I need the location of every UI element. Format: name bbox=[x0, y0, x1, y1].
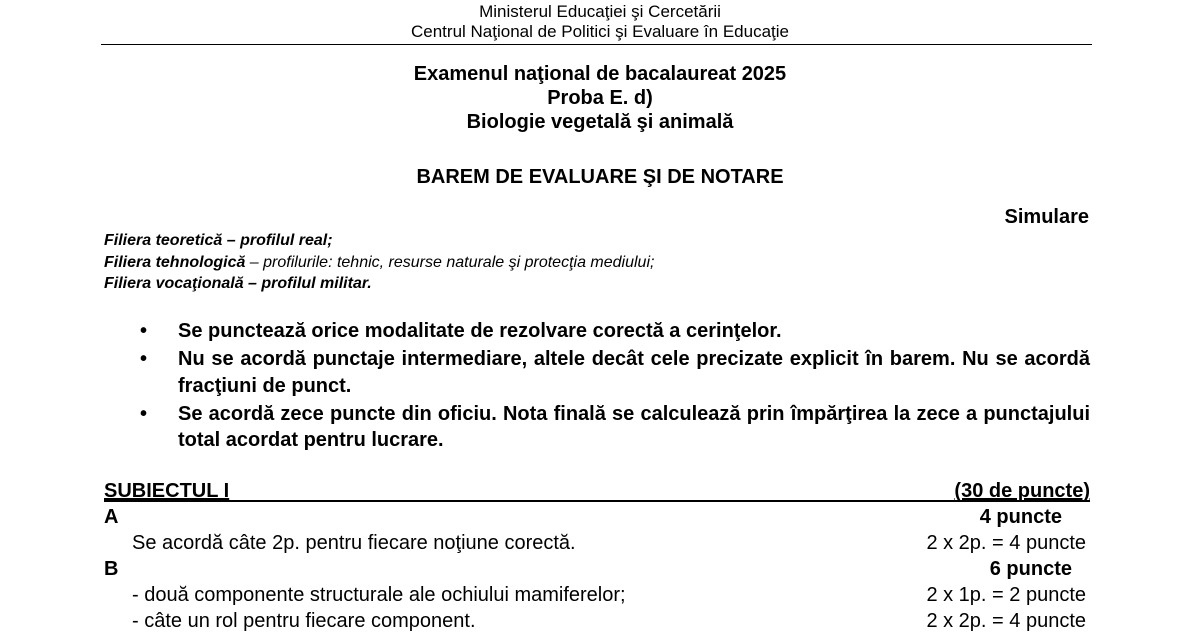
item-header bbox=[104, 504, 1090, 530]
bullet-icon: • bbox=[140, 320, 148, 342]
bullet-icon: • bbox=[140, 348, 148, 370]
filiera-name: Filiera tehnologică bbox=[104, 253, 246, 271]
filiera-detail: – profilul militar. bbox=[243, 275, 372, 292]
rule-item bbox=[140, 318, 1090, 345]
item-line bbox=[104, 530, 1090, 556]
header-divider bbox=[101, 44, 1092, 45]
grading-rules bbox=[140, 318, 1090, 455]
filiera-name: Filiera teoretică bbox=[104, 232, 223, 249]
subject-section bbox=[104, 478, 1090, 634]
ministry-name: Ministerul Educaţiei şi Cercetării bbox=[479, 2, 721, 21]
exam-proba: Proba E. d) bbox=[547, 87, 653, 109]
item-points: 4 puncte bbox=[979, 506, 1062, 528]
document-header bbox=[0, 2, 1200, 42]
item-line-score: 2 x 2p. = 4 puncte bbox=[926, 610, 1086, 632]
rule-text: Nu se acordă punctaje intermediare, altele decât cele precizate explicit în barem. Nu se acordă fracţiuni de punct. bbox=[178, 348, 1090, 397]
filiera-detail: – profilul real; bbox=[222, 232, 333, 249]
barem-title: BAREM DE EVALUARE ŞI DE NOTARE bbox=[416, 166, 784, 188]
item-header bbox=[104, 556, 1090, 582]
center-name: Centrul Naţional de Politici şi Evaluare în Educaţie bbox=[411, 22, 789, 41]
subject-title: SUBIECTUL I bbox=[104, 480, 230, 502]
exam-title: Examenul naţional de bacalaureat 2025 bbox=[413, 63, 787, 85]
item-line-score: 2 x 1p. = 2 puncte bbox=[926, 584, 1086, 606]
session-label: Simulare bbox=[1004, 206, 1089, 228]
item-points: 6 puncte bbox=[989, 558, 1072, 580]
filiera-item bbox=[104, 252, 654, 274]
item-line bbox=[104, 582, 1090, 608]
item-line-text: - două componente structurale ale ochiului mamiferelor; bbox=[132, 584, 626, 606]
exam-subject: Biologie vegetală şi animală bbox=[466, 111, 734, 133]
filiera-item bbox=[104, 273, 654, 295]
item-line bbox=[104, 608, 1090, 634]
exam-title-block bbox=[0, 62, 1200, 134]
item-letter: A bbox=[104, 506, 119, 528]
item-line-text: Se acordă câte 2p. pentru fiecare noţiune corectă. bbox=[132, 532, 576, 554]
rule-text: Se punctează orice modalitate de rezolvare corectă a cerinţelor. bbox=[178, 320, 782, 342]
item-letter: B bbox=[104, 558, 119, 580]
rule-item bbox=[140, 401, 1090, 454]
rule-text: Se acordă zece puncte din oficiu. Nota finală se calculează prin împărţirea la zece a punctajului total acordat pentru lucrare. bbox=[178, 402, 1090, 451]
filiera-detail: – profilurile: tehnic, resurse naturale şi protecţia mediului; bbox=[245, 253, 655, 271]
item-line-text: - câte un rol pentru fiecare component. bbox=[132, 610, 476, 632]
subject-points: (30 de puncte) bbox=[954, 480, 1090, 502]
filiere-list bbox=[104, 230, 654, 295]
bullet-icon: • bbox=[140, 402, 148, 425]
item-line-score: 2 x 2p. = 4 puncte bbox=[926, 532, 1086, 554]
rule-item bbox=[140, 346, 1090, 399]
filiera-item bbox=[104, 230, 654, 252]
filiera-name: Filiera vocaţională bbox=[104, 275, 244, 292]
subject-divider bbox=[104, 500, 1090, 502]
